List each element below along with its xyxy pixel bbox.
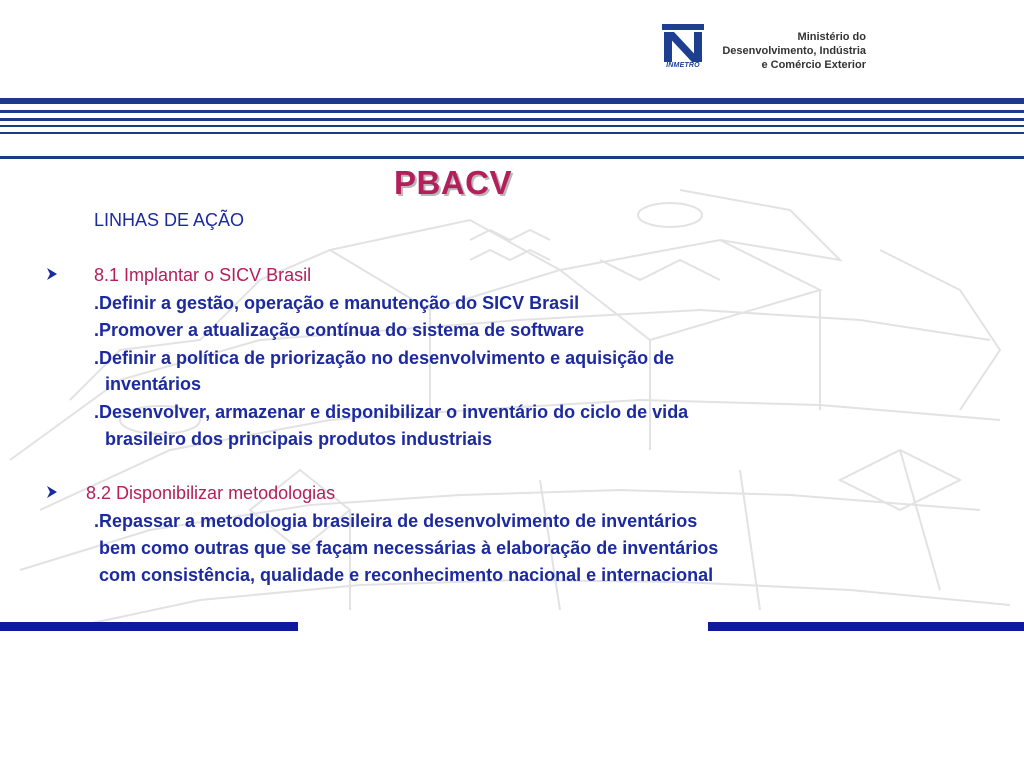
arrow-bullet-icon [46,485,58,499]
list-item-continuation: brasileiro dos principais produtos industriais [105,429,493,449]
ministry-line: e Comércio Exterior [761,59,866,71]
footer-bar-right [708,622,1024,631]
list-item: .Desenvolver, armazenar e disponibilizar o inventário do ciclo de vida [94,402,689,422]
list-item: .Repassar a metodologia brasileira de desenvolvimento de inventários [94,511,698,531]
ministry-name [706,30,866,72]
list-item: .Definir a gestão, operação e manutenção do SICV Brasil [94,293,580,313]
arrow-bullet-icon [46,267,58,281]
list-item: .Promover a atualização contínua do sistema de software [94,320,585,340]
ministry-line: Desenvolvimento, Indústria [722,45,866,57]
footer-bar-left [0,622,298,631]
list-item-continuation: com consistência, qualidade e reconhecimento nacional e internacional [99,565,714,585]
section-heading: 8.1 Implantar o SICV Brasil [94,265,312,285]
ministry-line: Ministério do [797,31,866,43]
list-item-continuation: inventários [105,374,202,394]
header-stripes [0,98,1024,162]
slide-subtitle: LINHAS DE AÇÃO [94,210,245,230]
section-heading: 8.2 Disponibilizar metodologias [86,483,336,503]
list-item-continuation: bem como outras que se façam necessárias à elaboração de inventários [99,538,719,558]
slide-title: PBACV [394,164,513,201]
list-item: .Definir a política de priorização no desenvolvimento e aquisição de [94,348,675,368]
logo-label: INMETRO [666,62,700,69]
header [0,0,1024,100]
